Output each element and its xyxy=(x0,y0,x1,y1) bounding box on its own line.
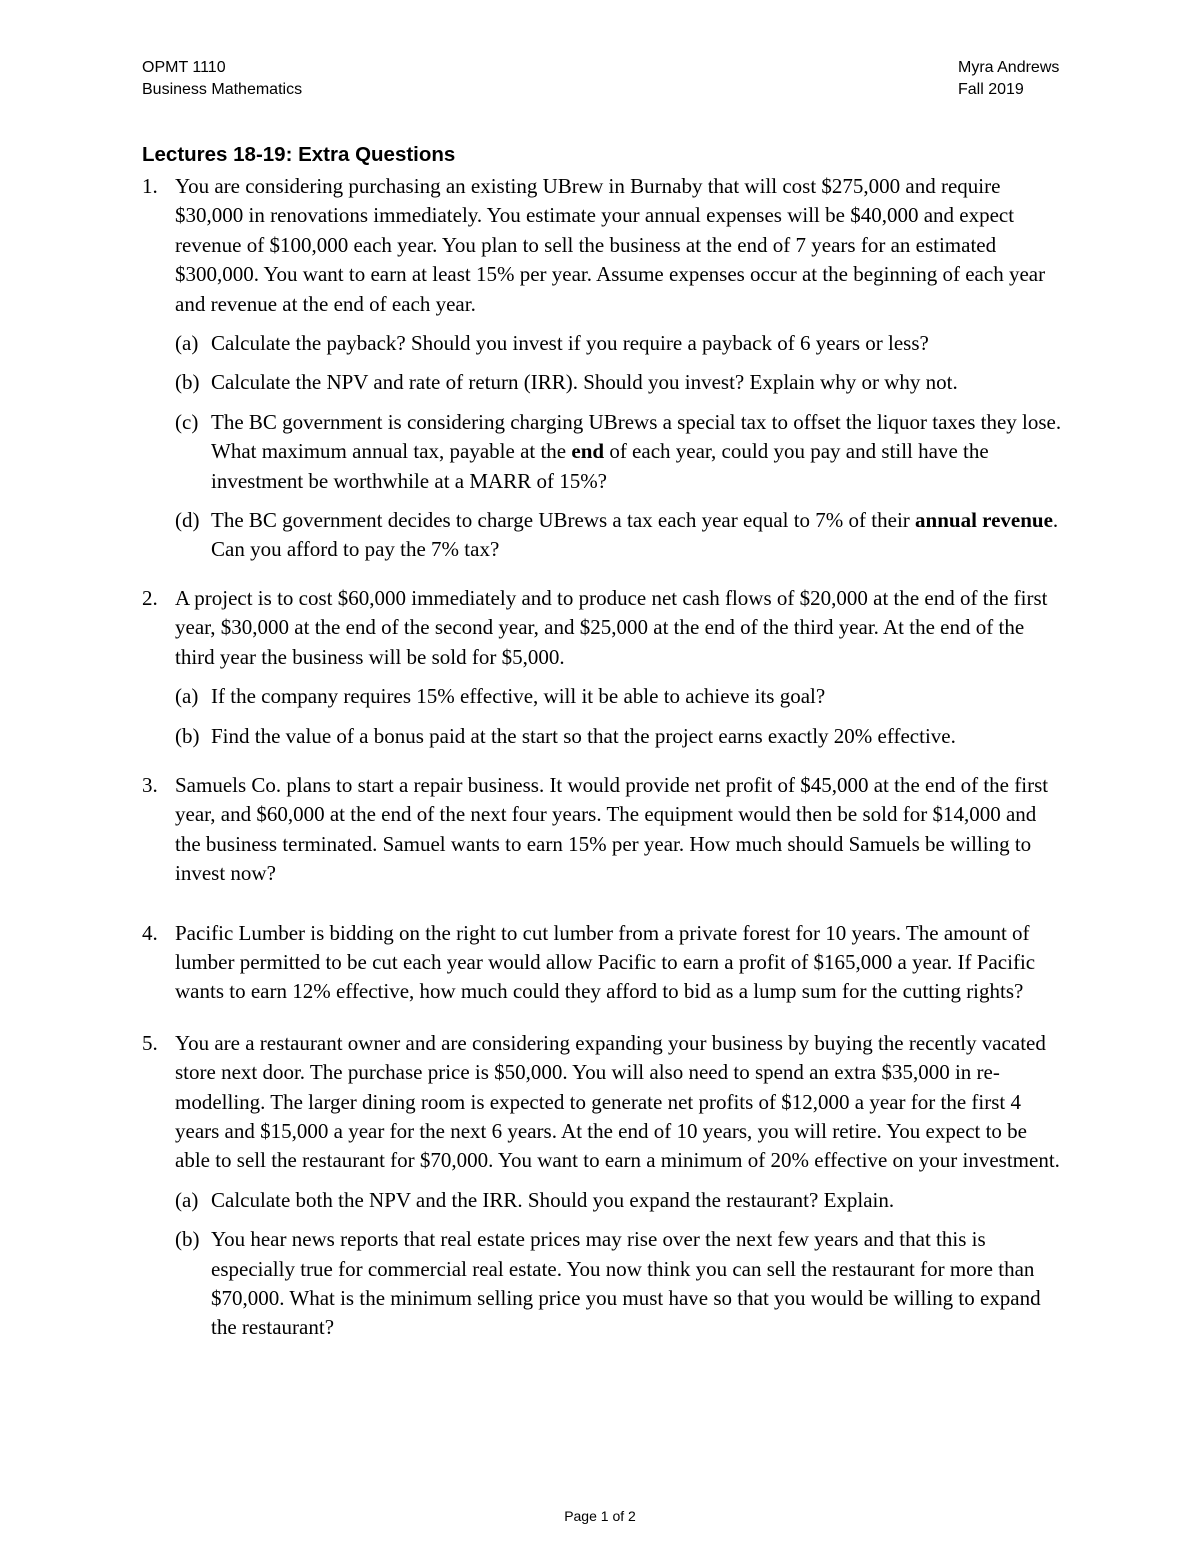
question-part xyxy=(175,408,1067,496)
question-text: You are a restaurant owner and are considering expanding your business by buying the recently vacated store next door. The purchase price is $50,000. You will also need to spend an extra $35,000 in re-modelling. The larger dining room is expected to generate net profits of $12,000 a year for the first 4 years and $15,000 a year for the next 6 years. At the end of 10 years, you will retire. You expect to be able to sell the restaurant for $70,000. You want to earn a minimum of 20% effective on your investment. xyxy=(175,1030,1060,1173)
part-text: Calculate the payback? Should you invest if you require a payback of 6 years or less? xyxy=(211,331,929,356)
question-parts xyxy=(175,682,1067,751)
page-title: Lectures 18-19: Extra Questions xyxy=(142,143,456,166)
term: Fall 2019 xyxy=(958,81,1024,98)
part-text: Calculate the NPV and rate of return (IRR). Should you invest? Explain why or why not. xyxy=(211,370,958,395)
question-parts xyxy=(175,1186,1067,1343)
question-list xyxy=(142,172,1067,1353)
course-code: OPMT 1110 xyxy=(142,59,226,76)
part-text-bold: end xyxy=(571,439,605,464)
question-2 xyxy=(142,584,1067,751)
part-text: Calculate both the NPV and the IRR. Should you expand the restaurant? Explain. xyxy=(211,1187,895,1212)
part-label: (a) xyxy=(175,1187,199,1212)
question-number: 1. xyxy=(142,174,158,198)
part-label: (c) xyxy=(175,409,199,434)
question-3 xyxy=(142,771,1067,889)
part-label: (b) xyxy=(175,723,200,748)
part-text-post: . Can you afford to pay the 7% tax? xyxy=(211,508,1059,562)
question-number: 5. xyxy=(142,1030,158,1055)
part-text-pre: The BC government is considering charging UBrews a special tax to offset the liquor taxes they lose. What maximum annual tax, payable at the xyxy=(211,409,1062,464)
part-text xyxy=(211,410,1061,493)
part-text: If the company requires 15% effective, will it be able to achieve its goal? xyxy=(211,684,826,709)
question-part xyxy=(175,722,1067,751)
part-label: (a) xyxy=(175,331,199,356)
question-text: A project is to cost $60,000 immediately and to produce net cash flows of $20,000 at the end of the first year, $30,000 at the end of the second year, and $25,000 at the end of the third year. At the end of the third year the business will be sold for $5,000. xyxy=(175,585,1048,669)
instructor-name: Myra Andrews xyxy=(958,59,1060,76)
part-text-bold: annual revenue xyxy=(915,508,1053,533)
part-text: Find the value of a bonus paid at the start so that the project earns exactly 20% effective. xyxy=(211,723,956,748)
question-4 xyxy=(142,919,1067,1007)
header-left xyxy=(142,57,302,101)
course-name: Business Mathematics xyxy=(142,81,303,98)
question-part xyxy=(175,368,1067,397)
question-parts xyxy=(175,329,1067,565)
header-right xyxy=(958,57,1059,101)
question-number: 2. xyxy=(142,585,158,610)
question-number: 4. xyxy=(142,920,158,945)
question-part xyxy=(175,1225,1067,1343)
question-part xyxy=(175,329,1067,358)
part-text: You hear news reports that real estate prices may rise over the next few years and that this is especially true for commercial real estate. You now think you can sell the restaurant for more than $70,000. What is the minimum selling price you must have so that you would be willing to expand the restaurant? xyxy=(211,1227,1041,1340)
question-text: You are considering purchasing an existing UBrew in Burnaby that will cost $275,000 and require $30,000 in renovations immediately. You estimate your annual expenses will be $40,000 and expect revenue of $100,000 each year. You plan to sell the business at the end of 7 years for an estimated $300,000. You want to earn at least 15% per year. Assume expenses occur at the beginning of each year and revenue at the end of each year. xyxy=(175,174,1046,316)
question-text: Samuels Co. plans to start a repair business. It would provide net profit of $45,000 at the end of the first year, and $60,000 at the end of the next four years. The equipment would then be sold for $14,000 and the business terminated. Samuel wants to earn 15% per year. How much should Samuels be willing to invest now? xyxy=(175,772,1049,886)
question-number: 3. xyxy=(142,772,158,797)
question-part xyxy=(175,506,1067,565)
part-text-post: of each year, could you pay and still have the investment be worthwhile at a MARR of 15%? xyxy=(211,439,989,493)
part-text-pre: The BC government decides to charge UBrews a tax each year equal to 7% of their xyxy=(211,508,916,533)
part-label: (b) xyxy=(175,1227,200,1252)
question-part xyxy=(175,682,1067,711)
question-5 xyxy=(142,1029,1067,1343)
part-label: (d) xyxy=(175,508,200,533)
question-text: Pacific Lumber is bidding on the right to cut lumber from a private forest for 10 years. The amount of lumber permitted to be cut each year would allow Pacific to earn a profit of $165,000 a year. If Pacific wants to earn 12% effective, how much could they afford to bid as a lump sum for the cutting rights? xyxy=(175,920,1036,1004)
part-label: (a) xyxy=(175,684,199,709)
question-part xyxy=(175,1186,1067,1215)
part-label: (b) xyxy=(175,370,200,395)
page-footer: Page 1 of 2 xyxy=(564,1508,636,1524)
question-1 xyxy=(142,172,1067,565)
part-text xyxy=(211,508,1058,561)
